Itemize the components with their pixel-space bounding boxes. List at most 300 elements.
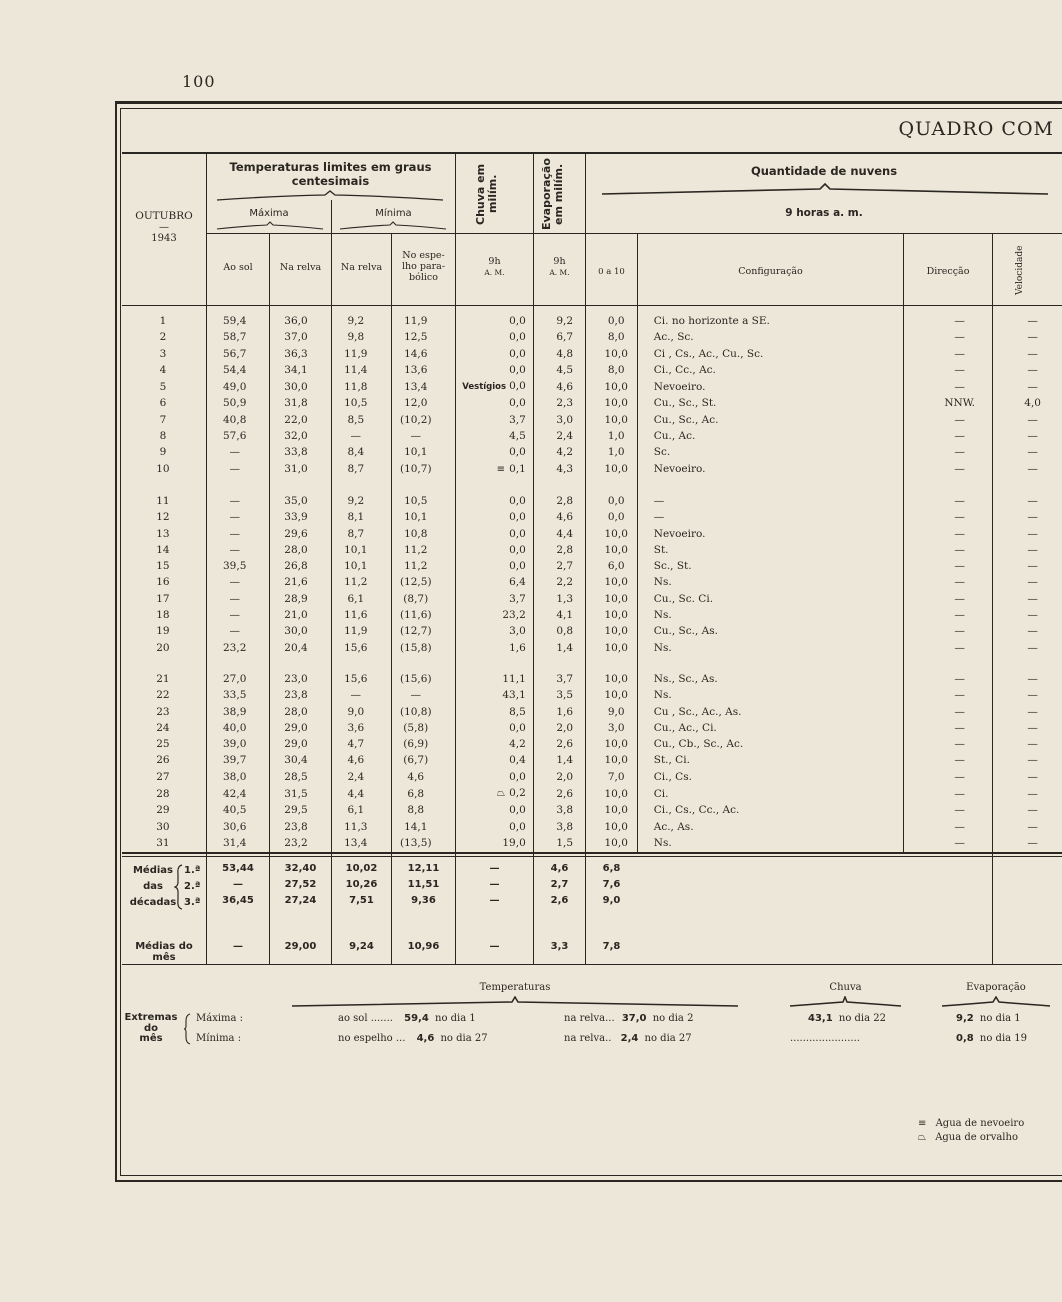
cell-nuvens-qty: 10,0 bbox=[604, 592, 628, 605]
cell-na-relva: 23,8 bbox=[284, 820, 308, 833]
page-number: 100 bbox=[182, 72, 216, 91]
cell-espelho: 11,2 bbox=[404, 543, 428, 556]
extremas-label bbox=[122, 1013, 180, 1045]
cell-nuvens-qty: 10,0 bbox=[604, 609, 628, 622]
cell-minima-relva: 2,4 bbox=[347, 770, 365, 783]
frame-left bbox=[115, 101, 117, 1181]
cell-minima-relva: 10,1 bbox=[344, 543, 368, 556]
cell-velocidade: — bbox=[1027, 347, 1038, 360]
cell-day: 12 bbox=[156, 511, 170, 524]
cell-day: 26 bbox=[156, 754, 170, 767]
cell-configuracao: Cu., Cb., Sc., Ac. bbox=[653, 738, 744, 751]
cell-minima-relva: 11,6 bbox=[344, 609, 368, 622]
cell-configuracao: Ci. no horizonte a SE. bbox=[653, 315, 770, 327]
cell-chuva bbox=[446, 461, 538, 478]
summary-top-rule-2 bbox=[122, 856, 1062, 857]
table-row bbox=[122, 313, 1062, 329]
summary-decada-1-esp: 12,11 bbox=[407, 863, 440, 874]
cell-velocidade: — bbox=[1027, 527, 1038, 540]
evap-min-day: no dia 19 bbox=[979, 1033, 1028, 1044]
summary-top-rule bbox=[122, 852, 1062, 854]
cell-ao-sol: 54,4 bbox=[223, 363, 247, 376]
cell-velocidade: — bbox=[1027, 560, 1038, 573]
medias-label-2: das bbox=[143, 881, 163, 892]
cell-chuva: 0,0 bbox=[509, 770, 526, 783]
cell-nuvens-qty: 0,0 bbox=[607, 315, 625, 327]
summary-decada-2-min: 10,26 bbox=[345, 879, 378, 890]
table-row bbox=[122, 591, 1062, 607]
cell-evaporacao: 2,6 bbox=[556, 787, 574, 800]
summary-decada-3-min: 7,51 bbox=[349, 895, 374, 906]
cell-ao-sol: — bbox=[229, 576, 240, 589]
cell-configuracao: — bbox=[653, 511, 665, 524]
cell-day: 18 bbox=[156, 609, 170, 622]
cell-direccao: — bbox=[954, 804, 965, 817]
cell-ao-sol: 40,8 bbox=[223, 413, 247, 426]
orvalho-label: Agua de orvalho bbox=[935, 1132, 1018, 1143]
table-row bbox=[122, 640, 1062, 656]
cell-espelho: 10,1 bbox=[404, 446, 428, 459]
summary-decada-2-eva: 2,7 bbox=[550, 879, 569, 890]
cell-evaporacao: 1,6 bbox=[556, 705, 574, 718]
cell-ao-sol: 38,9 bbox=[223, 705, 247, 718]
cell-configuracao: Ns. bbox=[653, 576, 672, 589]
summary-decada-2-esp: 11,51 bbox=[407, 879, 440, 890]
chuva-min: ...................... bbox=[790, 1033, 860, 1044]
chuva-value: 0,2 bbox=[509, 787, 526, 800]
evap-max-day: no dia 1 bbox=[979, 1013, 1021, 1024]
cell-configuracao: Nevoeiro. bbox=[653, 463, 706, 476]
cell-na-relva: 21,0 bbox=[284, 609, 308, 622]
cell-chuva: 0,4 bbox=[509, 754, 526, 767]
cell-evaporacao: 2,8 bbox=[556, 543, 574, 556]
cell-ao-sol: 58,7 bbox=[223, 331, 247, 344]
summary-decada-2-rel: 27,52 bbox=[284, 879, 317, 890]
evap-max bbox=[956, 1013, 1021, 1024]
summary-decada-3-esp: 9,36 bbox=[411, 895, 436, 906]
legend-orvalho bbox=[918, 1132, 1018, 1143]
cell-nuvens-qty: 10,0 bbox=[604, 397, 628, 410]
cell-evaporacao: 2,0 bbox=[556, 770, 574, 783]
cell-ao-sol: — bbox=[229, 592, 240, 605]
extremes-temperaturas-title: Temperaturas bbox=[479, 982, 551, 993]
table-top-rule bbox=[122, 152, 1062, 154]
cell-na-relva: 31,0 bbox=[284, 463, 308, 476]
table-row bbox=[122, 526, 1062, 542]
cell-minima-relva: 8,7 bbox=[347, 527, 365, 540]
min-espelho-day: no dia 27 bbox=[440, 1033, 488, 1044]
cell-na-relva: 33,9 bbox=[284, 511, 308, 524]
cell-direccao: — bbox=[954, 331, 965, 344]
extremas-label-2: do bbox=[143, 1022, 159, 1034]
cell-minima-relva: 3,6 bbox=[347, 721, 365, 734]
summary-decada-2-sol: — bbox=[233, 879, 243, 890]
cell-espelho: 12,5 bbox=[404, 331, 428, 344]
cell-day: 15 bbox=[156, 560, 170, 573]
minima-brace bbox=[338, 221, 448, 231]
cell-chuva: 8,5 bbox=[509, 705, 526, 718]
cell-nuvens-qty: 10,0 bbox=[604, 836, 628, 849]
minima-header: Mínima bbox=[375, 208, 412, 219]
cell-minima-relva: 9,8 bbox=[347, 331, 365, 344]
direccao-header: Direcção bbox=[926, 266, 970, 277]
evap-min-value: 0,8 bbox=[956, 1033, 974, 1044]
chuva-max-day: no dia 22 bbox=[838, 1013, 886, 1024]
cell-na-relva: 33,8 bbox=[284, 446, 308, 459]
table-row bbox=[122, 378, 1062, 395]
page-title: QUADRO COM bbox=[898, 118, 1054, 140]
cell-velocidade: 4,0 bbox=[1024, 397, 1041, 410]
cell-na-relva: 23,2 bbox=[284, 836, 308, 849]
cell-espelho: (10,8) bbox=[399, 705, 432, 718]
maxima-row-label: Máxima : bbox=[196, 1013, 244, 1024]
cell-ao-sol: 56,7 bbox=[223, 347, 247, 360]
legend-nevoeiro bbox=[918, 1118, 1024, 1129]
cell-evaporacao: 4,6 bbox=[556, 380, 574, 393]
cell-chuva: 6,4 bbox=[509, 576, 526, 589]
cell-velocidade: — bbox=[1027, 609, 1038, 622]
decada-1-label: 1.ª bbox=[184, 865, 201, 876]
max-sol bbox=[338, 1013, 476, 1024]
maxima-brace bbox=[215, 221, 325, 231]
cell-nuvens-qty: 10,0 bbox=[604, 527, 628, 540]
max-sol-day: no dia 1 bbox=[435, 1013, 476, 1024]
cell-day: 9 bbox=[159, 446, 167, 459]
table-row bbox=[122, 395, 1062, 411]
cell-minima-relva: 4,4 bbox=[347, 787, 365, 800]
cell-day: 1 bbox=[159, 315, 167, 327]
cell-configuracao: St., Ci. bbox=[653, 754, 690, 767]
extremes-chuva-title: Chuva bbox=[829, 982, 862, 993]
cell-ao-sol: 31,4 bbox=[223, 836, 247, 849]
chuva-max bbox=[808, 1013, 886, 1024]
cell-na-relva: 22,0 bbox=[284, 413, 308, 426]
cell-evaporacao: 2,4 bbox=[556, 430, 574, 443]
nevoeiro-label: Agua de nevoeiro bbox=[935, 1118, 1025, 1129]
table-row bbox=[122, 736, 1062, 752]
espelho-line-2: lho para- bbox=[401, 261, 446, 272]
cell-chuva: 0,0 bbox=[509, 820, 526, 833]
cell-chuva: 0,0 bbox=[509, 527, 526, 540]
summary-mes-qty: 7,8 bbox=[602, 941, 621, 952]
cell-na-relva: 36,0 bbox=[284, 315, 308, 327]
cell-direccao: NNW. bbox=[944, 397, 975, 410]
decada-3-label: 3.ª bbox=[184, 897, 201, 908]
table-row bbox=[122, 607, 1062, 623]
cell-day: 31 bbox=[156, 836, 170, 849]
cell-espelho: (12,5) bbox=[399, 576, 432, 589]
cell-espelho: (6,7) bbox=[403, 754, 429, 767]
cell-day: 7 bbox=[159, 413, 167, 426]
cell-configuracao: Cu., Sc., As. bbox=[653, 625, 718, 638]
cell-minima-relva: 10,5 bbox=[344, 397, 368, 410]
cell-minima-relva: 9,2 bbox=[347, 315, 365, 327]
cell-minima-relva: 15,6 bbox=[344, 672, 368, 685]
cell-day: 21 bbox=[156, 672, 170, 685]
cell-configuracao: Cu., Ac., Ci. bbox=[653, 721, 717, 734]
summary-decada-1-eva: 4,6 bbox=[550, 863, 569, 874]
cell-chuva: 43,1 bbox=[502, 689, 526, 702]
espelho-header bbox=[392, 250, 455, 283]
cell-minima-relva: 11,4 bbox=[344, 363, 368, 376]
cell-minima-relva: — bbox=[350, 430, 362, 443]
decadas-brace bbox=[174, 864, 184, 910]
cell-configuracao: Ci , Cs., Ac., Cu., Sc. bbox=[653, 347, 764, 360]
cell-ao-sol: 27,0 bbox=[223, 672, 247, 685]
cell-nuvens-qty: 10,0 bbox=[604, 380, 628, 393]
table-row bbox=[122, 835, 1062, 851]
cell-minima-relva: 8,4 bbox=[347, 446, 365, 459]
table-row bbox=[122, 687, 1062, 703]
min-relva bbox=[564, 1033, 692, 1044]
cell-chuva: 0,0 bbox=[509, 331, 526, 344]
cell-espelho: (10,7) bbox=[399, 463, 432, 476]
cell-configuracao: Ns. bbox=[653, 689, 672, 702]
cell-direccao: — bbox=[954, 836, 965, 849]
max-relva-label: na relva... bbox=[564, 1013, 615, 1024]
cell-ao-sol: — bbox=[229, 511, 240, 524]
cell-ao-sol: 50,9 bbox=[223, 397, 247, 410]
cell-configuracao: Ns. bbox=[653, 609, 672, 622]
cell-day: 10 bbox=[156, 463, 170, 476]
cell-espelho: 10,5 bbox=[404, 494, 428, 507]
cell-na-relva: 29,5 bbox=[284, 804, 308, 817]
cell-configuracao: Ns. bbox=[653, 836, 672, 849]
evap-max-value: 9,2 bbox=[956, 1013, 974, 1024]
cell-nuvens-qty: 8,0 bbox=[607, 363, 625, 376]
frame-bottom-inner bbox=[120, 1175, 1062, 1176]
cell-ao-sol: 39,0 bbox=[223, 738, 247, 751]
cell-ao-sol: — bbox=[229, 527, 240, 540]
cell-configuracao: Nevoeiro. bbox=[653, 527, 706, 540]
summary-decada-3-chu: — bbox=[489, 895, 500, 906]
maxima-header: Máxima bbox=[249, 208, 289, 219]
cell-direccao: — bbox=[954, 347, 965, 360]
table-row bbox=[122, 509, 1062, 525]
na-relva-min-header: Na relva bbox=[340, 262, 383, 273]
cell-chuva: 0,0 bbox=[509, 363, 526, 376]
cell-evaporacao: 2,3 bbox=[556, 397, 574, 410]
cell-espelho: 11,2 bbox=[404, 560, 428, 573]
cell-chuva: 11,1 bbox=[502, 672, 526, 685]
cell-evaporacao: 2,0 bbox=[556, 721, 574, 734]
cell-evaporacao: 1,3 bbox=[556, 592, 574, 605]
summary-decada-1-qty: 6,8 bbox=[602, 863, 621, 874]
cell-na-relva: 29,6 bbox=[284, 527, 308, 540]
cell-direccao: — bbox=[954, 527, 965, 540]
cell-evaporacao: 3,5 bbox=[556, 689, 574, 702]
cell-na-relva: 28,9 bbox=[284, 592, 308, 605]
cell-configuracao: Ci., Cs., Cc., Ac. bbox=[653, 804, 740, 817]
header-mid-rule bbox=[206, 233, 1062, 234]
cell-day: 2 bbox=[159, 331, 167, 344]
nuvens-brace bbox=[600, 182, 1050, 196]
cell-velocidade: — bbox=[1027, 315, 1038, 327]
cell-evaporacao: 6,7 bbox=[556, 331, 574, 344]
cell-evaporacao: 9,2 bbox=[556, 315, 574, 327]
cell-na-relva: 28,5 bbox=[284, 770, 308, 783]
cell-direccao: — bbox=[954, 787, 965, 800]
table-row bbox=[122, 720, 1062, 736]
cell-minima-relva: 6,1 bbox=[347, 592, 365, 605]
extremas-label-3: mês bbox=[139, 1033, 163, 1044]
cell-nuvens-qty: 10,0 bbox=[604, 820, 628, 833]
cell-nuvens-qty: 0,0 bbox=[607, 494, 625, 507]
cell-chuva: 4,2 bbox=[509, 738, 526, 751]
cell-day: 3 bbox=[159, 347, 167, 360]
table-row bbox=[122, 461, 1062, 478]
cell-espelho: 6,8 bbox=[407, 787, 425, 800]
cell-chuva: 23,2 bbox=[502, 609, 526, 622]
cell-ao-sol: 30,6 bbox=[223, 820, 247, 833]
cell-na-relva: 37,0 bbox=[284, 331, 308, 344]
cell-chuva: 0,0 bbox=[509, 560, 526, 573]
cell-configuracao: Ns., Sc., As. bbox=[653, 672, 718, 685]
cell-direccao: — bbox=[954, 820, 965, 833]
cell-nuvens-qty: 10,0 bbox=[604, 804, 628, 817]
cell-direccao: — bbox=[954, 413, 965, 426]
cell-espelho: (8,7) bbox=[403, 592, 429, 605]
frame-top-inner bbox=[120, 108, 1062, 109]
cell-minima-relva: 4,7 bbox=[347, 738, 365, 751]
summary-decada-3-eva: 2,6 bbox=[550, 895, 569, 906]
cell-velocidade: — bbox=[1027, 820, 1038, 833]
table-row bbox=[122, 623, 1062, 639]
extremes-evap-title: Evaporação bbox=[966, 982, 1026, 993]
cell-chuva: 3,0 bbox=[509, 625, 526, 638]
cell-velocidade: — bbox=[1027, 576, 1038, 589]
cell-day: 22 bbox=[156, 689, 170, 702]
cell-minima-relva: 11,2 bbox=[344, 576, 368, 589]
cell-direccao: — bbox=[954, 576, 965, 589]
min-espelho bbox=[338, 1033, 488, 1044]
summary-mes-sol: — bbox=[233, 941, 243, 952]
precip-symbol: ⏢ bbox=[497, 788, 506, 800]
cell-direccao: — bbox=[954, 754, 965, 767]
chuva-value: 0,0 bbox=[509, 380, 526, 393]
cell-evaporacao: 1,4 bbox=[556, 754, 574, 767]
ao-sol-header: Ao sol bbox=[223, 262, 253, 273]
cell-na-relva: 28,0 bbox=[284, 705, 308, 718]
cell-velocidade: — bbox=[1027, 430, 1038, 443]
cell-evaporacao: 4,4 bbox=[556, 527, 574, 540]
cell-minima-relva: 10,1 bbox=[344, 560, 368, 573]
cell-configuracao: Sc., St. bbox=[653, 560, 692, 573]
cell-configuracao: Nevoeiro. bbox=[653, 380, 706, 393]
table-row bbox=[122, 802, 1062, 818]
decada-labels bbox=[184, 863, 206, 911]
evap-am: A. M. bbox=[549, 268, 570, 277]
month-dash: — bbox=[159, 222, 169, 233]
min-relva-value: 2,4 bbox=[620, 1033, 639, 1044]
cell-direccao: — bbox=[954, 770, 965, 783]
cell-na-relva: 30,0 bbox=[284, 625, 308, 638]
cell-direccao: — bbox=[954, 446, 965, 459]
cell-na-relva: 26,8 bbox=[284, 560, 308, 573]
cell-evaporacao: 3,8 bbox=[556, 804, 574, 817]
cell-na-relva: 32,0 bbox=[284, 430, 308, 443]
cell-chuva bbox=[446, 378, 538, 395]
cell-velocidade: — bbox=[1027, 363, 1038, 376]
temps-brace bbox=[215, 190, 445, 202]
daily-rows bbox=[122, 313, 1062, 851]
chuva-hour: 9h bbox=[488, 256, 501, 267]
cell-ao-sol: 49,0 bbox=[223, 380, 247, 393]
cell-direccao: — bbox=[954, 721, 965, 734]
cell-configuracao: Sc. bbox=[653, 446, 671, 459]
nevoeiro-symbol: ≡ bbox=[918, 1118, 927, 1129]
nuvens-header: Quantidade de nuvens bbox=[750, 164, 898, 178]
cell-ao-sol: 33,5 bbox=[223, 689, 247, 702]
cell-nuvens-qty: 1,0 bbox=[607, 430, 625, 443]
table-row bbox=[122, 752, 1062, 768]
year-label: 1943 bbox=[151, 233, 177, 244]
summary-bottom-rule bbox=[122, 964, 1062, 965]
cell-configuracao: Ci., Cc., Ac. bbox=[653, 363, 716, 376]
cell-day: 24 bbox=[156, 721, 170, 734]
cell-day: 20 bbox=[156, 641, 170, 654]
frame-bottom bbox=[115, 1180, 1062, 1182]
cell-direccao: — bbox=[954, 592, 965, 605]
cell-velocidade: — bbox=[1027, 463, 1038, 476]
cell-espelho: 10,1 bbox=[404, 511, 428, 524]
decade-gap bbox=[122, 478, 1062, 493]
cell-direccao: — bbox=[954, 641, 965, 654]
cell-direccao: — bbox=[954, 705, 965, 718]
cell-espelho: 13,6 bbox=[404, 363, 428, 376]
medias-label-3: décadas bbox=[129, 897, 177, 908]
cell-chuva: 1,6 bbox=[509, 641, 526, 654]
summary-decada-1-sol: 53,44 bbox=[222, 863, 254, 874]
cell-ao-sol: 40,0 bbox=[223, 721, 247, 734]
cell-chuva: 0,0 bbox=[509, 721, 526, 734]
cell-velocidade: — bbox=[1027, 787, 1038, 800]
cell-nuvens-qty: 10,0 bbox=[604, 413, 628, 426]
cell-velocidade: — bbox=[1027, 494, 1038, 507]
cell-espelho: 10,8 bbox=[404, 527, 428, 540]
minima-row-label: Mínima : bbox=[196, 1033, 242, 1044]
na-relva-max-header: Na relva bbox=[279, 262, 322, 273]
orvalho-symbol: ⏢ bbox=[918, 1132, 926, 1143]
cell-evaporacao: 4,5 bbox=[556, 363, 574, 376]
cell-day: 5 bbox=[159, 380, 167, 393]
cell-velocidade: — bbox=[1027, 625, 1038, 638]
cell-minima-relva: — bbox=[350, 689, 362, 702]
chuva-value: 0,1 bbox=[509, 462, 526, 475]
table-row bbox=[122, 785, 1062, 802]
cell-na-relva: 31,8 bbox=[284, 397, 308, 410]
cell-nuvens-qty: 10,0 bbox=[604, 672, 628, 685]
cell-evaporacao: 4,6 bbox=[556, 511, 574, 524]
summary-decada-1-min: 10,02 bbox=[345, 863, 378, 874]
cell-na-relva: 36,3 bbox=[284, 347, 308, 360]
cell-nuvens-qty: 6,0 bbox=[607, 560, 625, 573]
month-label: OUTUBRO bbox=[135, 210, 193, 222]
cell-minima-relva: 8,5 bbox=[347, 413, 365, 426]
cell-configuracao: Ns. bbox=[653, 641, 672, 654]
cell-espelho: 14,6 bbox=[404, 347, 428, 360]
cell-na-relva: 29,0 bbox=[284, 738, 308, 751]
cell-configuracao: Ci., Cs. bbox=[653, 770, 692, 783]
table-row bbox=[122, 558, 1062, 574]
medias-label-1: Médias bbox=[132, 865, 174, 876]
cell-velocidade: — bbox=[1027, 770, 1038, 783]
cell-evaporacao: 2,6 bbox=[556, 738, 574, 751]
cell-velocidade: — bbox=[1027, 705, 1038, 718]
cell-ao-sol: 40,5 bbox=[223, 804, 247, 817]
cell-day: 27 bbox=[156, 770, 170, 783]
cell-nuvens-qty: 10,0 bbox=[604, 543, 628, 556]
